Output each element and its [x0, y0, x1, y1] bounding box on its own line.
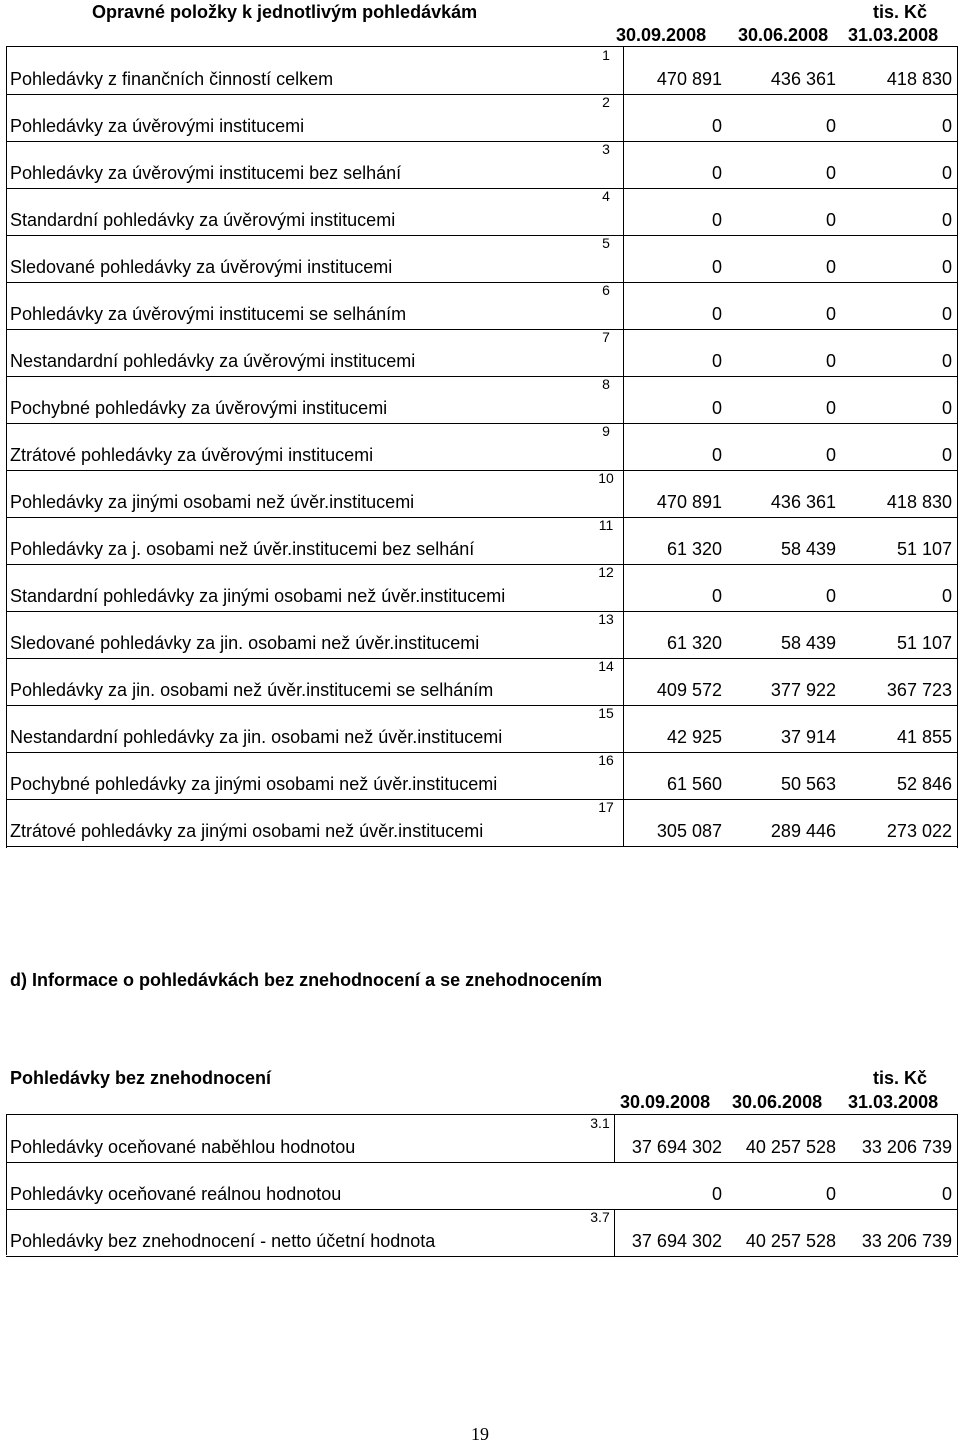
table1-value-col2: 0	[825, 351, 836, 371]
table1-row	[6, 611, 958, 659]
table2-row-number: 3.7	[590, 1209, 610, 1225]
table1-label: Pohledávky za jinými osobami než úvěr.institucemi	[10, 492, 415, 512]
table1-row-number: 9	[602, 423, 610, 439]
table2-row-number: 3.1	[590, 1115, 610, 1131]
table1-column-separator	[623, 658, 624, 705]
table1-value-col2: 58 439	[780, 633, 836, 653]
table1-value-col2: 0	[825, 163, 836, 183]
table1-value-col2: 0	[825, 210, 836, 230]
table2-label: Pohledávky bez znehodnocení - netto účetní hodnota	[10, 1231, 436, 1251]
table1-value-col2: 436 361	[770, 69, 836, 89]
table1-row	[6, 188, 958, 236]
table1-row-number: 7	[602, 329, 610, 345]
table1-column-separator	[623, 564, 624, 611]
table1-row-number: 5	[602, 235, 610, 251]
table1-column-separator	[623, 705, 624, 752]
table1-row	[6, 235, 958, 283]
table2-row	[6, 1115, 958, 1163]
table1-value-col1: 0	[711, 210, 722, 230]
table1-row-number: 1	[602, 47, 610, 63]
table1-row	[6, 329, 958, 377]
table2-row	[6, 1162, 958, 1210]
table1-value-col1: 470 891	[656, 69, 722, 89]
table1-value-col1: 61 320	[666, 539, 722, 559]
table1-row-number: 17	[598, 799, 614, 815]
table1-date-1: 30.09.2008	[616, 25, 707, 45]
table1-label: Pohledávky z finančních činností celkem	[10, 69, 334, 89]
table1-value-col3: 0	[941, 445, 952, 465]
table1-column-separator	[623, 94, 624, 141]
table1-row-number: 6	[602, 282, 610, 298]
table1-value-col1: 0	[711, 304, 722, 324]
table1-value-col2: 0	[825, 304, 836, 324]
table1-value-col1: 42 925	[666, 727, 722, 747]
table1-row	[6, 658, 958, 706]
table1-value-col2: 0	[825, 445, 836, 465]
table1-row-number: 2	[602, 94, 610, 110]
table1-title: Opravné položky k jednotlivým pohledávkám	[92, 2, 478, 22]
table1-value-col2: 0	[825, 398, 836, 418]
table1-row	[6, 47, 958, 95]
table1-value-col1: 0	[711, 351, 722, 371]
table2-value-col2: 0	[825, 1184, 836, 1204]
table1-row	[6, 94, 958, 142]
table1-value-col1: 61 320	[666, 633, 722, 653]
table1-column-separator	[623, 611, 624, 658]
table1-value-col3: 273 022	[886, 821, 952, 841]
table1-value-col3: 0	[941, 210, 952, 230]
table1-column-separator	[623, 47, 624, 94]
table2-value-col3: 0	[941, 1184, 952, 1204]
table1-column-separator	[623, 470, 624, 517]
table2-unit: tis. Kč	[873, 1068, 928, 1088]
table1-row-number: 11	[598, 517, 614, 533]
table1-value-col1: 305 087	[656, 821, 722, 841]
table1-row-number: 14	[598, 658, 614, 674]
table1-value-col2: 0	[825, 116, 836, 136]
table1-value-col1: 470 891	[656, 492, 722, 512]
table1-date-3: 31.03.2008	[848, 25, 939, 45]
table1-label: Sledované pohledávky za úvěrovými institucemi	[10, 257, 393, 277]
table1-value-col1: 0	[711, 116, 722, 136]
table2-value-col1: 37 694 302	[631, 1137, 722, 1157]
table1-value-col3: 52 846	[896, 774, 952, 794]
section-d-heading: d) Informace o pohledávkách bez znehodnocení a se znehodnocením	[10, 970, 603, 990]
table1-row-number: 8	[602, 376, 610, 392]
table1-column-separator	[623, 141, 624, 188]
table1-row-number: 3	[602, 141, 610, 157]
table1-row-number: 13	[598, 611, 614, 627]
table1-row	[6, 282, 958, 330]
table1-value-col1: 61 560	[666, 774, 722, 794]
table1-value-col2: 436 361	[770, 492, 836, 512]
table1-label: Ztrátové pohledávky za úvěrovými institucemi	[10, 445, 374, 465]
table1-row-number: 10	[598, 470, 614, 486]
table2-date-3: 31.03.2008	[848, 1092, 939, 1112]
table1-label: Pochybné pohledávky za úvěrovými institucemi	[10, 398, 388, 418]
table1-label: Pohledávky za úvěrovými institucemi bez selhání	[10, 163, 402, 183]
table1-row	[6, 517, 958, 565]
table1-column-separator	[623, 329, 624, 376]
table1-row	[6, 141, 958, 189]
table1-row-number: 15	[598, 705, 614, 721]
table1-value-col1: 0	[711, 257, 722, 277]
table1-value-col3: 0	[941, 586, 952, 606]
table2-title: Pohledávky bez znehodnocení	[10, 1068, 272, 1088]
table1-value-col3: 51 107	[896, 633, 952, 653]
table1-label: Nestandardní pohledávky za jin. osobami než úvěr.institucemi	[10, 727, 503, 747]
table2-label: Pohledávky oceňované reálnou hodnotou	[10, 1184, 342, 1204]
table1-row	[6, 423, 958, 471]
table1-column-separator	[623, 235, 624, 282]
table1-value-col1: 0	[711, 163, 722, 183]
table1-row	[6, 564, 958, 612]
table1-date-2: 30.06.2008	[738, 25, 829, 45]
table1-label: Pohledávky za úvěrovými institucemi	[10, 116, 305, 136]
table1-value-col3: 0	[941, 163, 952, 183]
table1-column-separator	[623, 376, 624, 423]
table1-label: Pohledávky za úvěrovými institucemi se selháním	[10, 304, 407, 324]
table1-label: Pohledávky za j. osobami než úvěr.institucemi bez selhání	[10, 539, 475, 559]
table1-column-separator	[623, 282, 624, 329]
table1-column-separator	[623, 752, 624, 799]
table1-value-col2: 0	[825, 586, 836, 606]
table1-value-col2: 37 914	[780, 727, 836, 747]
table1-row-number: 12	[598, 564, 614, 580]
table2-value-col2: 40 257 528	[745, 1137, 836, 1157]
table1-value-col2: 58 439	[780, 539, 836, 559]
table1-label: Nestandardní pohledávky za úvěrovými institucemi	[10, 351, 416, 371]
table1-row	[6, 752, 958, 800]
table1-row	[6, 799, 958, 847]
table2-date-2: 30.06.2008	[732, 1092, 823, 1112]
table2-value-col1: 37 694 302	[631, 1231, 722, 1251]
table2-date-1: 30.09.2008	[620, 1092, 711, 1112]
page-number: 19	[471, 1424, 489, 1444]
table1-column-separator	[623, 188, 624, 235]
table2-value-col3: 33 206 739	[861, 1231, 952, 1251]
table1-row-number: 16	[598, 752, 614, 768]
table1-value-col3: 418 830	[886, 69, 952, 89]
table1-value-col3: 41 855	[896, 727, 952, 747]
table1-value-col3: 367 723	[886, 680, 952, 700]
table1-label: Pohledávky za jin. osobami než úvěr.institucemi se selháním	[10, 680, 494, 700]
table2-row	[6, 1209, 958, 1257]
table2-value-col2: 40 257 528	[745, 1231, 836, 1251]
table1-column-separator	[623, 423, 624, 470]
table2-value-col1: 0	[711, 1184, 722, 1204]
table1-label: Pochybné pohledávky za jinými osobami než úvěr.institucemi	[10, 774, 498, 794]
table1-value-col1: 0	[711, 398, 722, 418]
table1-label: Standardní pohledávky za jinými osobami než úvěr.institucemi	[10, 586, 506, 606]
table1-value-col1: 409 572	[656, 680, 722, 700]
table1-value-col3: 51 107	[896, 539, 952, 559]
table2-value-col3: 33 206 739	[861, 1137, 952, 1157]
table1-value-col1: 0	[711, 586, 722, 606]
table1-row-number: 4	[602, 188, 610, 204]
table1-value-col2: 50 563	[780, 774, 836, 794]
table1-value-col3: 0	[941, 116, 952, 136]
table1-column-separator	[623, 517, 624, 564]
table1-value-col2: 289 446	[770, 821, 836, 841]
table1-value-col3: 418 830	[886, 492, 952, 512]
table1-value-col3: 0	[941, 398, 952, 418]
table1-value-col3: 0	[941, 257, 952, 277]
table1-value-col2: 377 922	[770, 680, 836, 700]
table2-label: Pohledávky oceňované naběhlou hodnotou	[10, 1137, 356, 1157]
table1-unit: tis. Kč	[873, 2, 928, 22]
table1-row	[6, 376, 958, 424]
table1-label: Ztrátové pohledávky za jinými osobami než úvěr.institucemi	[10, 821, 484, 841]
table1-value-col1: 0	[711, 445, 722, 465]
table1-column-separator	[623, 799, 624, 846]
table1-value-col3: 0	[941, 351, 952, 371]
table1-label: Standardní pohledávky za úvěrovými institucemi	[10, 210, 396, 230]
table1-row	[6, 470, 958, 518]
table1-value-col2: 0	[825, 257, 836, 277]
table1-value-col3: 0	[941, 304, 952, 324]
table1-label: Sledované pohledávky za jin. osobami než úvěr.institucemi	[10, 633, 480, 653]
table1-row	[6, 705, 958, 753]
